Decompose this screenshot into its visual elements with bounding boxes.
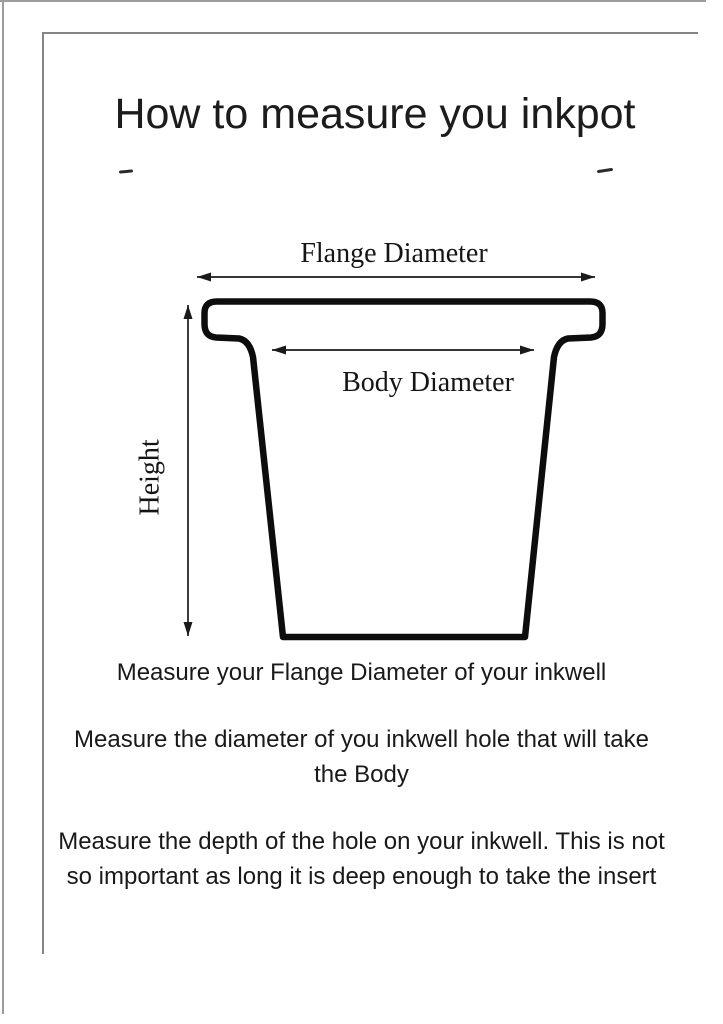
- flange-diameter-label: Flange Diameter: [300, 238, 488, 269]
- body-caption-line2: the Body: [314, 761, 409, 788]
- body-diameter-label: Body Diameter: [342, 367, 514, 398]
- flange-caption: Measure your Flange Diameter of your inkwell: [116, 659, 607, 686]
- body-caption: [0, 722, 723, 792]
- body-caption-line1: Measure the diameter of you inkwell hole that will take: [74, 726, 649, 753]
- inkpot-cross-section-outline: [205, 302, 603, 638]
- page-title: How to measure you inkpot: [114, 90, 636, 138]
- height-label: Height: [134, 439, 166, 516]
- depth-caption-line1: Measure the depth of the hole on your inkwell. This is not: [58, 828, 665, 855]
- depth-caption-line2: so important as long it is deep enough to take the insert: [66, 863, 657, 890]
- depth-caption: [0, 824, 723, 894]
